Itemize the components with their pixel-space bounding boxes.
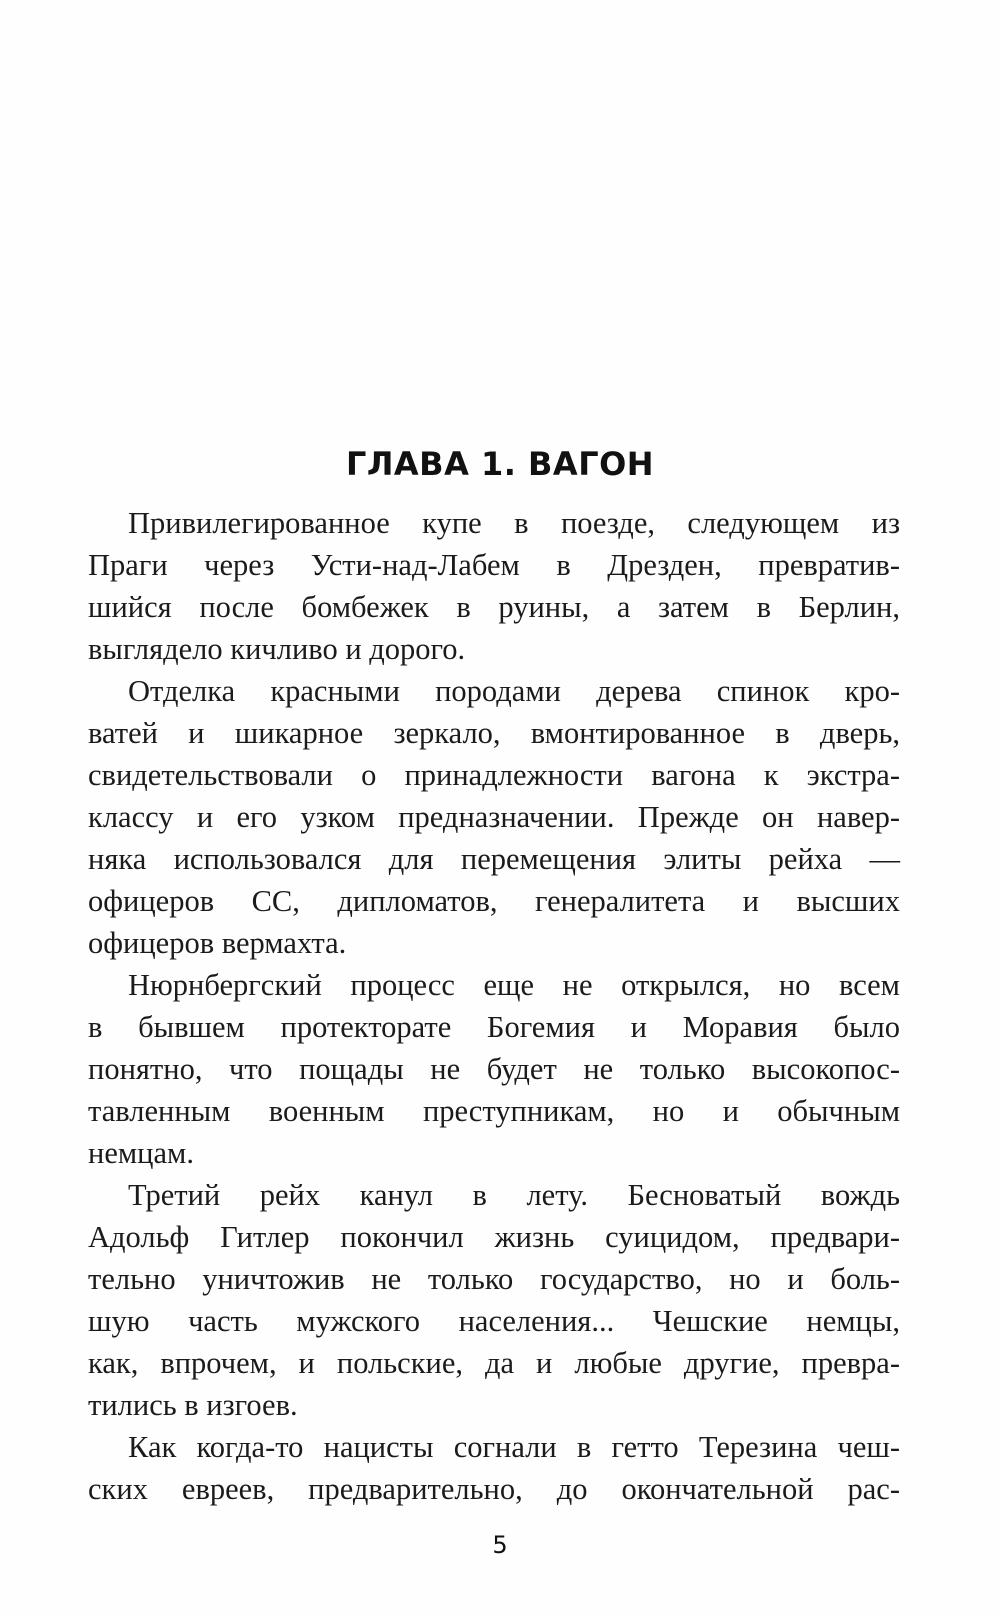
text-line: немцам. — [88, 1136, 194, 1170]
text-line: в бывшем протекторате Богемия и Моравия было — [88, 1010, 900, 1044]
page-number: 5 — [492, 1531, 508, 1559]
text-line: выглядело кичливо и дорого. — [88, 632, 466, 666]
text-line: тавленным военным преступникам, но и обычным — [88, 1094, 900, 1128]
text-line: шийся после бомбежек в руины, а затем в Берлин, — [88, 590, 900, 624]
text-line: классу и его узком предназначении. Прежде он навер- — [88, 800, 900, 834]
body-text — [88, 502, 900, 1510]
text-line: офицеров СС, дипломатов, генералитета и высших — [88, 884, 900, 918]
text-line: понятно, что пощады не будет не только высокопос- — [88, 1052, 900, 1086]
text-line: ватей и шикарное зеркало, вмонтированное в дверь, — [88, 716, 900, 750]
text-line: Как когда-то нацисты согнали в гетто Терезина чеш- — [128, 1430, 900, 1464]
text-line: Третий рейх канул в лету. Бесноватый вождь — [128, 1178, 900, 1212]
text-line: Отделка красными породами дерева спинок кро- — [128, 674, 900, 708]
text-line: офицеров вермахта. — [88, 926, 347, 960]
text-line: как, впрочем, и польские, да и любые другие, превра- — [88, 1346, 900, 1380]
text-line: тились в изгоев. — [88, 1388, 298, 1422]
chapter-title: ГЛАВА 1. ВАГОН — [345, 445, 655, 483]
text-line: няка использовался для перемещения элиты рейха — — [88, 842, 900, 876]
text-line: Привилегированное купе в поезде, следующем из — [128, 506, 900, 540]
text-line: Нюрнбергский процесс еще не открылся, но всем — [128, 968, 900, 1002]
text-line: Адольф Гитлер покончил жизнь суицидом, предвари- — [88, 1220, 900, 1254]
text-line: тельно уничтожив не только государство, но и боль- — [88, 1262, 900, 1296]
text-line: ских евреев, предварительно, до окончательной рас- — [88, 1472, 900, 1506]
text-line: Праги через Усти-над-Лабем в Дрезден, превратив- — [88, 548, 900, 582]
text-line: шую часть мужского населения... Чешские немцы, — [88, 1304, 900, 1338]
text-line: свидетельствовали о принадлежности вагона к экстра- — [88, 758, 900, 792]
